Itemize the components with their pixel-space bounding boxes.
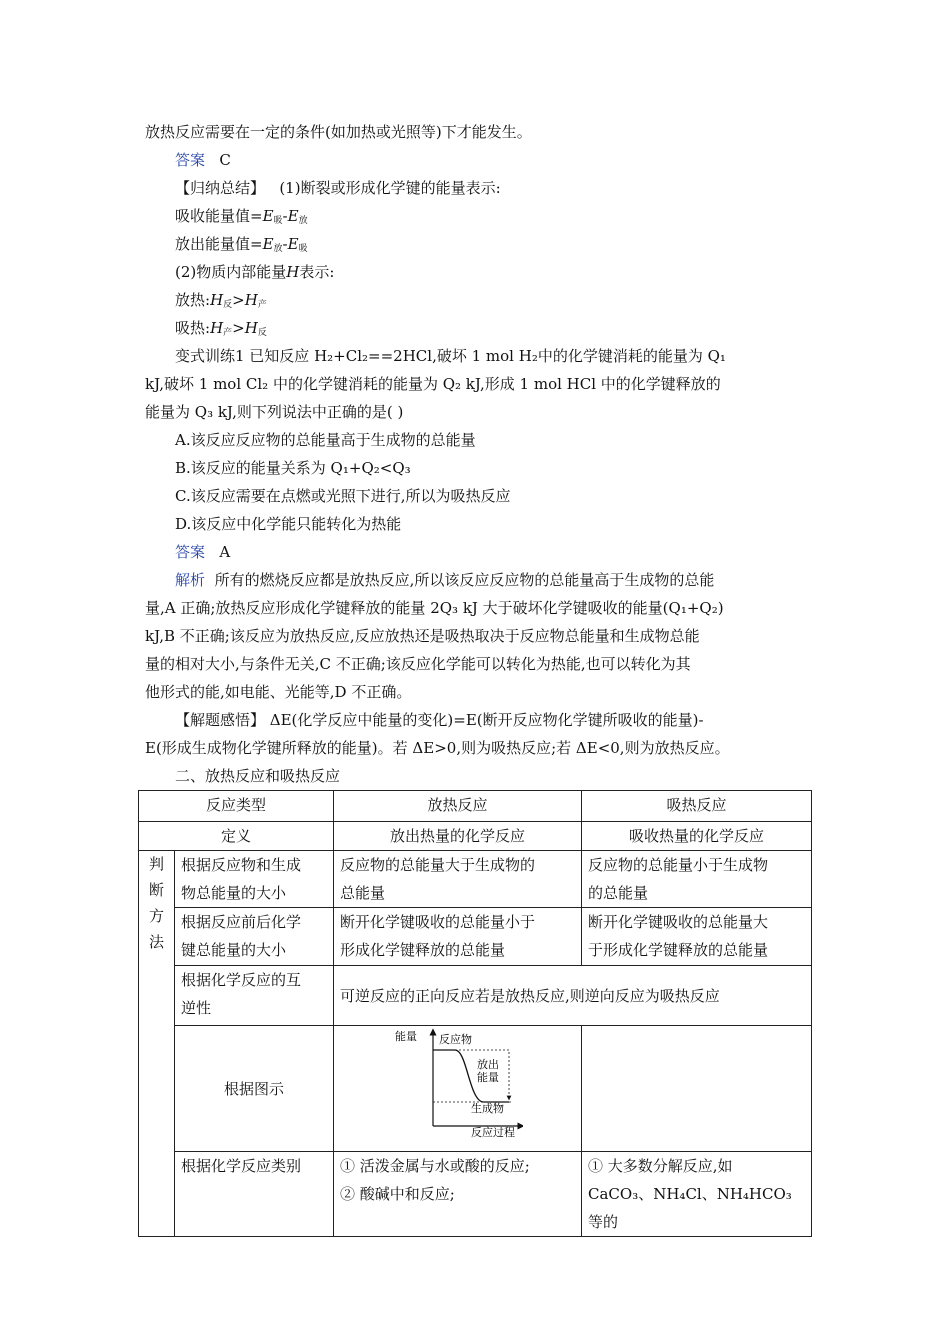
y-axis-label: 能量 xyxy=(394,1030,417,1043)
row-label: 根据反应物和生成 物总能量的大小 xyxy=(175,851,334,908)
summary-text: (1)断裂或形成化学键的能量表示: xyxy=(279,179,501,197)
cell-endo: ① 大多数分解反应,如 CaCO₃、NH₄Cl、NH₄HCO₃等的 xyxy=(582,1152,812,1237)
row-label: 根据图示 xyxy=(175,1026,334,1152)
cell-exo: ① 活泼金属与水或酸的反应; ② 酸碱中和反应; xyxy=(334,1152,582,1237)
cell-exo: 断开化学键吸收的总能量小于 形成化学键释放的总能量 xyxy=(334,908,582,966)
header-endo: 吸热反应 xyxy=(582,791,812,822)
row-label: 根据化学反应类别 xyxy=(175,1152,334,1237)
header-exo: 放热反应 xyxy=(334,791,582,822)
answer-label: 答案 xyxy=(175,543,206,561)
definition-exo: 放出热量的化学反应 xyxy=(334,822,582,851)
summary-tag: 【归纳总结】 xyxy=(175,179,266,197)
comparison-table xyxy=(138,790,812,1237)
option-b: B.该反应的能量关系为 Q₁+Q₂<Q₃ xyxy=(175,459,411,477)
analysis-line: 量,A 正确;放热反应形成化学键释放的能量 2Q₃ kJ 大于破坏化学键吸收的能量(Q₁+Q₂) xyxy=(145,599,724,617)
table-row xyxy=(139,1026,812,1152)
formula-exo: 放热$:H_反>H_产$ xyxy=(175,291,267,310)
cell-reversibility: 可逆反应的正向反应若是放热反应,则逆向反应为吸热反应 xyxy=(334,966,812,1026)
cell-endo: 反应物的总能量小于生成物 的总能量 xyxy=(582,851,812,908)
summary-heading xyxy=(145,174,810,202)
energy-diagram xyxy=(393,1026,523,1138)
release-label: 放出 xyxy=(476,1058,499,1071)
analysis-line: 他形式的能,如电能、光能等,D 不正确。 xyxy=(145,683,412,701)
paragraph: 放热反应需要在一定的条件(如加热或光照等)下才能发生。 xyxy=(145,123,532,141)
answer-value: C xyxy=(219,151,231,169)
table-row xyxy=(139,822,812,851)
section-heading: 二、放热反应和吸热反应 xyxy=(175,767,341,785)
insight-line: 【解题感悟】 ΔE(化学反应中能量的变化)=E(断开反应物化学键所吸收的能量)- xyxy=(175,711,704,729)
table-row xyxy=(139,1152,812,1237)
table-row xyxy=(139,791,812,822)
table-row xyxy=(139,908,812,966)
exercise-line: kJ,破坏 1 mol Cl₂ 中的化学键消耗的能量为 Q₂ kJ,形成 1 mol HCl 中的化学键释放的 xyxy=(145,375,721,393)
x-axis-label: 反应过程 xyxy=(470,1126,515,1138)
reactant-label: 反应物 xyxy=(438,1033,472,1046)
analysis-line: 量的相对大小,与条件无关,C 不正确;该反应化学能可以转化为热能,也可以转化为其 xyxy=(145,655,691,673)
formula-endo: 吸热$:H_产>H_反$ xyxy=(175,319,267,338)
insight-line: E(形成生成物化学键所释放的能量)。若 ΔE>0,则为吸热反应;若 ΔE<0,则为放热反应。 xyxy=(145,739,730,757)
definition-label: 定义 xyxy=(139,822,334,851)
header-type: 反应类型 xyxy=(139,791,334,822)
analysis-line: 解析 所有的燃烧反应都是放热反应,所以该反应反应物的总能量高于生成物的总能 xyxy=(175,571,715,589)
release-label: 能量 xyxy=(476,1071,499,1084)
exercise-line: 能量为 Q₃ kJ,则下列说法中正确的是( ) xyxy=(145,403,404,421)
diagram-empty-cell xyxy=(582,1026,812,1152)
table-row xyxy=(139,851,812,908)
exercise-line: 变式训练1 已知反应 H₂+Cl₂==2HCl,破坏 1 mol H₂中的化学键消耗的能量为 Q₁ xyxy=(175,347,726,365)
row-label: 根据反应前后化学 键总能量的大小 xyxy=(175,908,334,966)
row-label: 根据化学反应的互 逆性 xyxy=(175,966,334,1026)
analysis-line: kJ,B 不正确;该反应为放热反应,反应放热还是吸热取决于反应物总能量和生成物总能 xyxy=(145,627,700,645)
cell-endo: 断开化学键吸收的总能量大 于形成化学键释放的总能量 xyxy=(582,908,812,966)
table-row xyxy=(139,966,812,1026)
summary-2: (2)物质内部能量H表示: xyxy=(175,263,335,281)
formula-release: 放出能量值$=E_放-E_吸$ xyxy=(175,235,308,254)
answer-line xyxy=(145,538,810,566)
judge-method-cell: 判 断 方 法 xyxy=(139,851,175,1237)
document-body xyxy=(145,118,810,790)
option-d: D.该反应中化学能只能转化为热能 xyxy=(175,515,402,533)
formula-absorb: 吸收能量值$=E_吸-E_放$ xyxy=(175,207,308,226)
option-a: A.该反应反应物的总能量高于生成物的总能量 xyxy=(175,431,476,449)
analysis-label: 解析 xyxy=(175,571,206,589)
answer-label: 答案 xyxy=(175,151,206,169)
answer-value: A xyxy=(219,543,231,561)
product-label: 生成物 xyxy=(470,1102,504,1115)
cell-exo: 反应物的总能量大于生成物的 总能量 xyxy=(334,851,582,908)
definition-endo: 吸收热量的化学反应 xyxy=(582,822,812,851)
option-c: C.该反应需要在点燃或光照下进行,所以为吸热反应 xyxy=(175,487,511,505)
diagram-cell xyxy=(334,1026,582,1152)
answer-line xyxy=(145,146,810,174)
